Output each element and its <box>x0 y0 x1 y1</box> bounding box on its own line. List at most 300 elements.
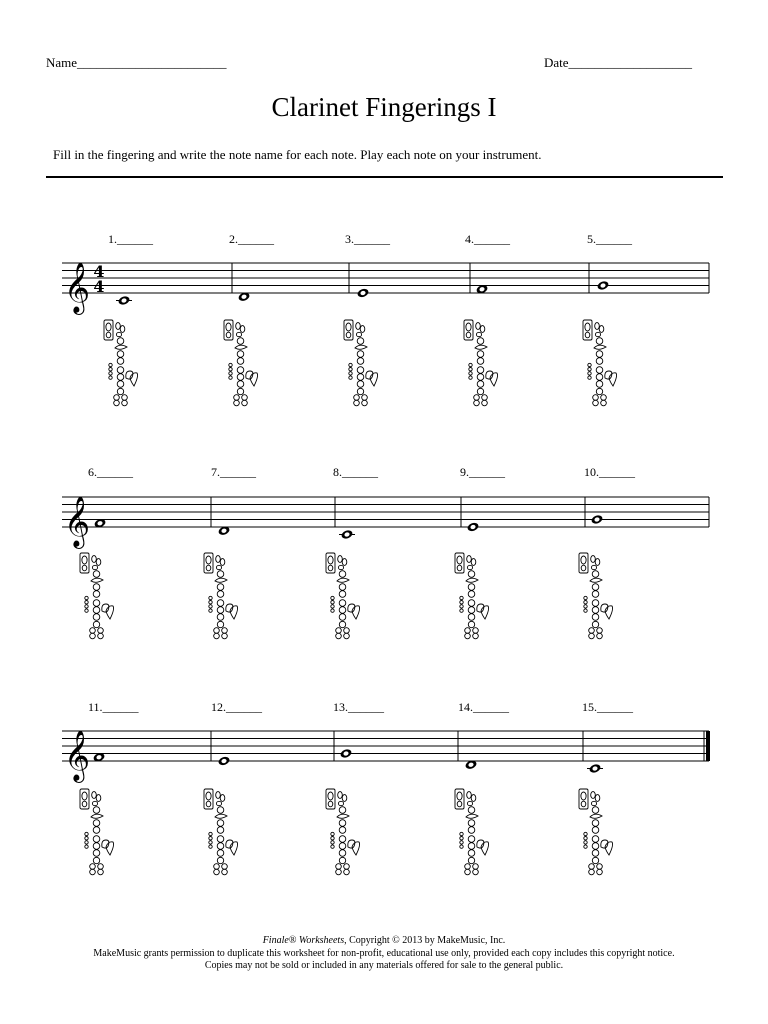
small-side-key <box>584 832 587 835</box>
register-key <box>106 332 111 338</box>
tone-hole <box>477 358 484 365</box>
note-answer-label: 10.______ <box>584 465 635 479</box>
pinky-key-left <box>482 395 488 401</box>
register-key <box>457 801 462 807</box>
pinky-key <box>370 373 378 386</box>
pinky-key <box>481 842 489 855</box>
tone-hole <box>237 381 244 388</box>
thumb-key <box>581 556 586 564</box>
trill-key <box>116 332 121 336</box>
pinky-key <box>230 606 238 619</box>
low-key <box>117 388 123 394</box>
tone-hole <box>93 584 100 591</box>
tone-hole <box>357 374 364 381</box>
thumb-key <box>346 323 351 331</box>
side-key <box>120 326 125 333</box>
tone-hole <box>339 584 346 591</box>
pinky-key-left <box>234 400 240 406</box>
trill-key <box>595 332 600 336</box>
tone-hole <box>217 600 224 607</box>
pinky-key-left <box>465 869 471 875</box>
pinky-key <box>230 842 238 855</box>
tone-hole <box>468 614 475 621</box>
pinky-key-left <box>222 633 228 639</box>
pinky-key-left <box>344 869 350 875</box>
small-side-key <box>209 837 212 840</box>
thumb-key <box>581 792 586 800</box>
pinky-key-left <box>336 869 342 875</box>
tone-hole <box>477 381 484 388</box>
pinky-key-left <box>214 628 220 634</box>
footer-line-3: Copies may not be sold or included in any materials offered for sale to the general public. <box>204 960 564 971</box>
tone-hole <box>468 827 475 834</box>
clarinet-fingering-chart-icon <box>104 320 138 406</box>
tone-hole <box>93 571 100 578</box>
pinky-key-left <box>601 395 607 401</box>
low-key <box>217 621 223 627</box>
tone-hole <box>468 600 475 607</box>
treble-clef-icon: 𝄞 <box>64 730 91 781</box>
small-side-key <box>331 845 334 848</box>
tone-hole <box>339 614 346 621</box>
pinky-key-left <box>114 395 120 401</box>
tone-hole <box>217 843 224 850</box>
note-answer-label: 12.______ <box>211 700 262 714</box>
small-side-key <box>109 376 112 379</box>
low-key <box>468 621 474 627</box>
tone-hole <box>357 351 364 358</box>
pinky-key-left <box>214 633 220 639</box>
side-key <box>476 323 481 330</box>
pinky-key-left <box>122 395 128 401</box>
clarinet-fingering-chart-icon <box>583 320 617 406</box>
small-side-key <box>460 837 463 840</box>
page-title: Clarinet Fingerings I <box>271 92 497 122</box>
footer-line-2: MakeMusic grants permission to duplicate this worksheet for non-profit, educational use only, provided each copy includes this copyright notice. <box>93 947 675 959</box>
a-key <box>91 578 103 582</box>
tone-hole <box>217 836 224 843</box>
tone-hole <box>596 351 603 358</box>
trill-key <box>356 332 361 336</box>
side-key <box>599 326 604 333</box>
pinky-key-left <box>597 869 603 875</box>
pinky-key-left <box>597 633 603 639</box>
pinky-key-left <box>344 633 350 639</box>
thumb-key <box>82 792 87 800</box>
tone-hole <box>217 807 224 814</box>
small-side-key <box>584 845 587 848</box>
note-answer-label: 11.______ <box>88 700 139 714</box>
side-key <box>591 792 596 799</box>
treble-clef-icon: 𝄞 <box>64 262 91 313</box>
pinky-key-left <box>473 633 479 639</box>
small-side-key <box>469 376 472 379</box>
tone-hole <box>468 843 475 850</box>
whole-note <box>596 280 609 291</box>
pinky-key-left <box>222 869 228 875</box>
side-key <box>92 556 97 563</box>
thumb-key <box>106 323 111 331</box>
tone-hole <box>477 351 484 358</box>
side-key <box>240 326 245 333</box>
thumb-key <box>206 792 211 800</box>
tone-hole <box>339 836 346 843</box>
pinky-key <box>352 606 360 619</box>
small-side-key <box>588 368 591 371</box>
tone-hole <box>596 338 603 345</box>
thumb-key <box>457 792 462 800</box>
register-key <box>82 801 87 807</box>
tone-hole <box>339 843 346 850</box>
trill-key <box>338 801 343 805</box>
side-key <box>595 323 600 330</box>
small-side-key <box>229 363 232 366</box>
pinky-key-left <box>214 869 220 875</box>
clarinet-fingering-chart-icon <box>204 553 238 639</box>
clarinet-fingering-chart-icon <box>455 789 489 875</box>
footer-copyright: , Copyright © 2013 by MakeMusic, Inc. <box>344 935 506 946</box>
pinky-key-left <box>242 400 248 406</box>
low-key <box>217 857 223 863</box>
small-side-key <box>209 841 212 844</box>
tone-hole <box>596 367 603 374</box>
side-key <box>471 559 476 566</box>
tone-hole <box>468 584 475 591</box>
pinky-key-left <box>90 869 96 875</box>
trill-key <box>236 332 241 336</box>
pinky-key-left <box>222 864 228 870</box>
pinky-key-left <box>589 869 595 875</box>
date-field-label: Date___________________ <box>544 55 693 70</box>
low-key <box>357 388 363 394</box>
small-side-key <box>109 372 112 375</box>
pinky-key <box>352 842 360 855</box>
tone-hole <box>237 358 244 365</box>
pinky-key-left <box>362 400 368 406</box>
side-key <box>342 795 347 802</box>
staff-system-2 <box>62 496 709 549</box>
trill-key <box>216 801 221 805</box>
tone-hole <box>592 827 599 834</box>
low-key <box>339 621 345 627</box>
pinky-key-left <box>474 395 480 401</box>
pinky-key-left <box>98 869 104 875</box>
tone-hole <box>592 836 599 843</box>
small-side-key <box>209 601 212 604</box>
a-key <box>590 578 602 582</box>
tone-hole <box>592 600 599 607</box>
side-key <box>595 559 600 566</box>
tone-hole <box>357 367 364 374</box>
a-key <box>91 814 103 818</box>
tone-hole <box>357 358 364 365</box>
pinky-key-left <box>589 633 595 639</box>
pinky-key-left <box>593 395 599 401</box>
pinky-key-left <box>98 633 104 639</box>
side-key <box>216 792 221 799</box>
small-side-key <box>209 596 212 599</box>
tone-hole <box>217 607 224 614</box>
tone-hole <box>468 591 475 598</box>
pinky-key <box>605 842 613 855</box>
staff-system-1 <box>62 262 709 315</box>
clarinet-fingering-chart-icon <box>455 553 489 639</box>
tone-hole <box>117 367 124 374</box>
tone-hole <box>468 807 475 814</box>
trill-key <box>476 332 481 336</box>
register-key <box>206 565 211 571</box>
tone-hole <box>592 820 599 827</box>
tone-hole <box>468 607 475 614</box>
whole-note <box>356 288 369 299</box>
a-key <box>594 345 606 349</box>
note-answer-label: 4.______ <box>465 232 510 246</box>
clarinet-fingering-chart-icon <box>80 789 114 875</box>
pinky-key <box>605 606 613 619</box>
small-side-key <box>229 368 232 371</box>
tone-hole <box>592 607 599 614</box>
register-key <box>346 332 351 338</box>
pinky-key-left <box>473 864 479 870</box>
pinky-key-left <box>98 628 104 634</box>
tone-hole <box>339 591 346 598</box>
low-key <box>592 857 598 863</box>
tone-hole <box>93 827 100 834</box>
tone-hole <box>93 591 100 598</box>
small-side-key <box>460 596 463 599</box>
staff-system-3 <box>62 730 710 783</box>
thumb-key <box>206 556 211 564</box>
tone-hole <box>93 843 100 850</box>
name-field-label: Name_______________________ <box>46 55 227 70</box>
small-side-key <box>460 841 463 844</box>
tone-hole <box>93 614 100 621</box>
a-key <box>115 345 127 349</box>
register-key <box>328 565 333 571</box>
tone-hole <box>93 807 100 814</box>
register-key <box>226 332 231 338</box>
small-side-key <box>349 372 352 375</box>
tone-hole <box>339 571 346 578</box>
a-key <box>466 578 478 582</box>
small-side-key <box>588 376 591 379</box>
tone-hole <box>339 850 346 857</box>
pinky-key-left <box>601 400 607 406</box>
small-side-key <box>85 845 88 848</box>
tone-hole <box>357 338 364 345</box>
instructions: Fill in the fingering and write the note name for each note. Play each note on your instrument. <box>53 147 542 162</box>
whole-note <box>590 514 603 525</box>
register-key <box>581 565 586 571</box>
register-key <box>328 801 333 807</box>
a-key <box>475 345 487 349</box>
side-key <box>236 323 241 330</box>
small-side-key <box>331 596 334 599</box>
pinky-key <box>106 606 114 619</box>
small-side-key <box>584 596 587 599</box>
tone-hole <box>93 836 100 843</box>
side-key <box>467 556 472 563</box>
small-side-key <box>85 596 88 599</box>
tone-hole <box>596 381 603 388</box>
pinky-key-left <box>90 633 96 639</box>
pinky-key-left <box>234 395 240 401</box>
tone-hole <box>237 351 244 358</box>
small-side-key <box>331 837 334 840</box>
pinky-key-left <box>473 628 479 634</box>
a-key <box>337 814 349 818</box>
a-key <box>590 814 602 818</box>
tone-hole <box>217 827 224 834</box>
clarinet-fingering-chart-icon <box>80 553 114 639</box>
tone-hole <box>237 374 244 381</box>
pinky-key-left <box>222 628 228 634</box>
tone-hole <box>477 374 484 381</box>
side-key <box>220 795 225 802</box>
tone-hole <box>592 584 599 591</box>
whole-note <box>117 295 130 306</box>
tone-hole <box>468 836 475 843</box>
register-key <box>581 801 586 807</box>
pinky-key-left <box>362 395 368 401</box>
thumb-key <box>585 323 590 331</box>
tone-hole <box>93 607 100 614</box>
pinky-key-left <box>336 628 342 634</box>
note-answer-label: 7.______ <box>211 465 256 479</box>
small-side-key <box>349 368 352 371</box>
tone-hole <box>217 571 224 578</box>
trill-key <box>92 565 97 569</box>
pinky-key-left <box>354 400 360 406</box>
small-side-key <box>349 376 352 379</box>
clarinet-fingering-chart-icon <box>204 789 238 875</box>
side-key <box>591 556 596 563</box>
tone-hole <box>217 591 224 598</box>
whole-note <box>466 522 479 533</box>
note-answer-label: 13.______ <box>333 700 384 714</box>
low-key <box>596 388 602 394</box>
note-answer-label: 14.______ <box>458 700 509 714</box>
register-key <box>585 332 590 338</box>
tone-hole <box>592 571 599 578</box>
trill-key <box>216 565 221 569</box>
low-key <box>93 857 99 863</box>
note-answer-label: 2.______ <box>229 232 274 246</box>
register-key <box>466 332 471 338</box>
pinky-key-left <box>597 864 603 870</box>
a-key <box>355 345 367 349</box>
whole-note <box>588 763 601 774</box>
tone-hole <box>468 850 475 857</box>
pinky-key-left <box>242 395 248 401</box>
tone-hole <box>357 381 364 388</box>
tone-hole <box>117 351 124 358</box>
pinky-key-left <box>465 864 471 870</box>
pinky-key-left <box>354 395 360 401</box>
tone-hole <box>217 584 224 591</box>
register-key <box>206 801 211 807</box>
tone-hole <box>592 850 599 857</box>
a-key <box>337 578 349 582</box>
side-key <box>96 795 101 802</box>
small-side-key <box>584 837 587 840</box>
footer-product-name: Finale® Worksheets <box>262 935 345 946</box>
small-side-key <box>584 609 587 612</box>
tone-hole <box>339 827 346 834</box>
small-side-key <box>209 605 212 608</box>
small-side-key <box>331 605 334 608</box>
side-key <box>216 556 221 563</box>
low-key <box>468 857 474 863</box>
tone-hole <box>217 850 224 857</box>
pinky-key-left <box>98 864 104 870</box>
side-key <box>220 559 225 566</box>
pinky-key-left <box>90 864 96 870</box>
small-side-key <box>229 376 232 379</box>
side-key <box>467 792 472 799</box>
low-key <box>339 857 345 863</box>
tone-hole <box>596 358 603 365</box>
tone-hole <box>592 591 599 598</box>
pinky-key-left <box>336 633 342 639</box>
small-side-key <box>349 363 352 366</box>
small-side-key <box>85 601 88 604</box>
tone-hole <box>339 820 346 827</box>
tone-hole <box>468 820 475 827</box>
pinky-key <box>490 373 498 386</box>
side-key <box>338 792 343 799</box>
small-side-key <box>588 363 591 366</box>
trill-key <box>92 801 97 805</box>
small-side-key <box>460 609 463 612</box>
side-key <box>356 323 361 330</box>
small-side-key <box>331 841 334 844</box>
small-side-key <box>460 605 463 608</box>
tone-hole <box>117 358 124 365</box>
side-key <box>471 795 476 802</box>
tone-hole <box>592 843 599 850</box>
thumb-key <box>82 556 87 564</box>
whole-note <box>340 529 353 540</box>
whole-note <box>217 756 230 767</box>
thumb-key <box>328 792 333 800</box>
whole-note <box>339 748 352 759</box>
small-side-key <box>331 832 334 835</box>
pinky-key-left <box>589 628 595 634</box>
small-side-key <box>460 601 463 604</box>
clarinet-fingering-chart-icon <box>326 789 360 875</box>
small-side-key <box>460 832 463 835</box>
tone-hole <box>339 600 346 607</box>
small-side-key <box>109 368 112 371</box>
small-side-key <box>109 363 112 366</box>
small-side-key <box>469 363 472 366</box>
copyright-footer <box>0 935 768 973</box>
side-key <box>480 326 485 333</box>
tone-hole <box>93 600 100 607</box>
a-key <box>215 578 227 582</box>
small-side-key <box>85 837 88 840</box>
small-side-key <box>209 845 212 848</box>
trill-key <box>338 565 343 569</box>
small-side-key <box>469 372 472 375</box>
pinky-key-left <box>214 864 220 870</box>
low-key <box>477 388 483 394</box>
register-key <box>457 565 462 571</box>
tone-hole <box>217 820 224 827</box>
small-side-key <box>229 372 232 375</box>
clarinet-fingering-chart-icon <box>344 320 378 406</box>
